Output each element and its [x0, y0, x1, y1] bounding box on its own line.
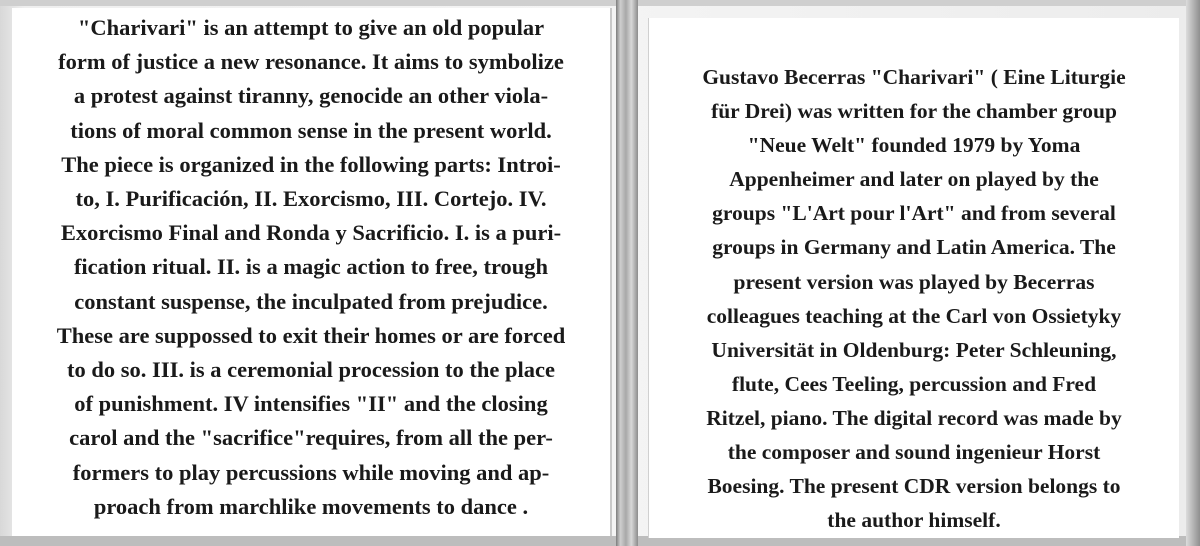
case-top-edge — [0, 0, 1200, 6]
text-line: "Neue Welt" founded 1979 by Yoma — [747, 133, 1081, 158]
text-line: to do so. III. is a ceremonial procession to the place — [67, 357, 555, 383]
text-line: present version was played by Becerras — [733, 269, 1095, 294]
case-right-edge — [1186, 0, 1200, 546]
right-liner-note-panel — [648, 18, 1179, 538]
text-line: colleagues teaching at the Carl von Ossietyky — [706, 303, 1122, 328]
text-line: "Charivari" is an attempt to give an old popular — [77, 15, 545, 40]
text-line: groups "L'Art pour l'Art" and from several — [712, 201, 1116, 226]
right-panel-text — [649, 18, 1179, 537]
text-line: to, I. Purificación, II. Exorcismo, III. Cortejo. IV. — [75, 186, 547, 212]
text-line: Universität in Oldenburg: Peter Schleuning, — [711, 337, 1117, 362]
text-line: für Drei) was written for the chamber group — [711, 99, 1117, 124]
text-line: the author himself. — [827, 508, 1001, 533]
text-line: Gustavo Becerras "Charivari" ( Eine Liturgie — [702, 65, 1126, 89]
text-line: These are suppossed to exit their homes or are forced — [56, 322, 566, 348]
left-panel-text — [12, 8, 610, 524]
text-line: Exorcismo Final and Ronda y Sacrificio. I. is a puri- — [60, 220, 562, 246]
text-line: groups in Germany and Latin America. The — [712, 235, 1116, 260]
text-line: tions of moral common sense in the present world. — [70, 117, 552, 143]
text-line: a protest against tiranny, genocide an other viola- — [73, 83, 549, 109]
text-line: The piece is organized in the following parts: Introi- — [61, 151, 561, 177]
case-spine-divider — [616, 0, 638, 546]
left-liner-note-panel — [12, 8, 612, 536]
text-line: proach from marchlike movements to dance . — [93, 493, 529, 519]
text-line: formers to play percussions while moving and ap- — [72, 459, 550, 485]
text-line: constant suspense, the inculpated from prejudice. — [74, 288, 548, 314]
text-line: flute, Cees Teeling, percussion and Fred — [731, 371, 1097, 396]
text-line: Ritzel, piano. The digital record was made by — [706, 405, 1122, 430]
text-line: form of justice a new resonance. It aims to symbolize — [58, 49, 564, 75]
text-line: of punishment. IV intensifies "II" and the closing — [74, 391, 548, 417]
text-line: Boesing. The present CDR version belongs to — [707, 474, 1121, 499]
text-line: the composer and sound ingenieur Horst — [727, 440, 1101, 465]
text-line: fication ritual. II. is a magic action to free, trough — [73, 254, 549, 280]
text-line: carol and the "sacrifice"requires, from all the per- — [69, 425, 553, 451]
text-line: Appenheimer and later on played by the — [729, 167, 1099, 192]
